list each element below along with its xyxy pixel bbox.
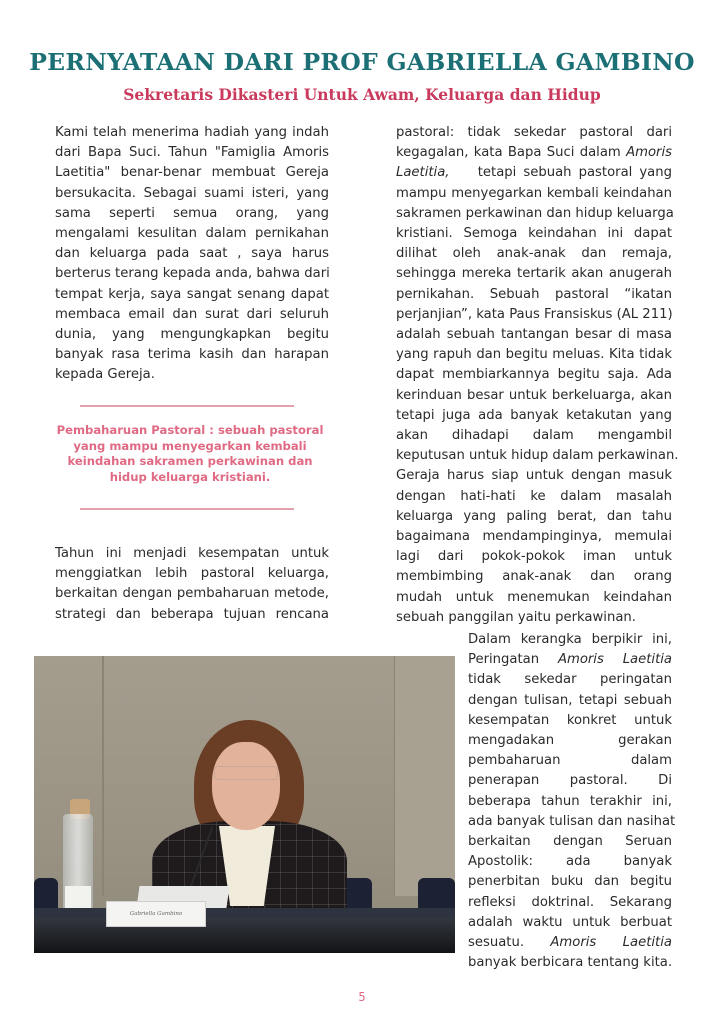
text-line: perjanjian”, kata Paus Fransiskus (AL 211) bbox=[396, 306, 673, 322]
text-line: beberapa tahun terakhir ini, bbox=[468, 793, 672, 809]
text-line: Kami telah menerima hadiah yang indah bbox=[55, 125, 329, 140]
text-line: kesempatan konkret untuk bbox=[468, 712, 672, 728]
text-line: mengadakan gerakan bbox=[468, 733, 672, 749]
text-line: mengalami kesulitan dalam pernikahan bbox=[55, 226, 329, 242]
text-line: akan dihadapi dalam mengambil bbox=[396, 428, 672, 444]
photo-side-column bbox=[468, 630, 676, 973]
text-line: ada banyak tulisan dan nasihat bbox=[468, 813, 676, 829]
text-line: Apostolik: ada banyak bbox=[468, 854, 672, 870]
text-line: berkaitan dengan Seruan bbox=[468, 834, 672, 850]
text-line: sama seperti semua orang, yang bbox=[55, 205, 329, 221]
text-line: dan keluarga pada saat , saya harus bbox=[55, 246, 329, 262]
text-line: dilihat oleh anak-anak dan remaja, bbox=[396, 246, 672, 262]
text-line: tetapi juga ada banyak ketakutan yang bbox=[396, 407, 672, 423]
nameplate: Gabriella Gambino bbox=[106, 901, 206, 927]
text-line bbox=[468, 650, 672, 670]
text-line: strategi dan beberapa tujuan rencana bbox=[55, 606, 329, 622]
text-line: penerbitan buku dan begitu bbox=[468, 874, 672, 890]
text-line: Geraja harus siap untuk dengan masuk bbox=[396, 468, 672, 484]
text-line: penerapan pastoral. Di bbox=[468, 773, 672, 789]
text-line: dunia, yang mengungkapkan begitu bbox=[55, 327, 329, 343]
photo-gabriella-gambino bbox=[34, 656, 455, 953]
text-line: pembaharuan dalam bbox=[468, 753, 672, 769]
text-line: pastoral: tidak sekedar pastoral dari bbox=[396, 125, 672, 140]
text-segment: kegagalan, kata Bapa Suci dalam bbox=[396, 145, 627, 161]
italic-title: Amoris Laetitia bbox=[550, 935, 672, 951]
text-line: pernikahan. Sebuah pastoral “ikatan bbox=[396, 286, 672, 302]
italic-title: Amoris bbox=[626, 145, 672, 161]
text-line: sehingga mereka tertarik akan anugerah bbox=[396, 266, 672, 282]
text-line: tidak sekedar peringatan bbox=[468, 672, 672, 688]
text-line: Laetitia" benar-benar membuat Gereja bbox=[55, 165, 329, 181]
text-line: membaca email dan surat dari seluruh bbox=[55, 306, 329, 322]
text-line: Dalam kerangka berpikir ini, bbox=[468, 632, 672, 647]
wall-panel-seam bbox=[102, 656, 104, 896]
person-face bbox=[212, 742, 280, 830]
text-line: dengan hati-hati ke dalam masalah bbox=[396, 488, 672, 504]
text-line: menggiatkan lebih pastoral keluarga, bbox=[55, 566, 329, 582]
text-segment: Peringatan bbox=[468, 652, 558, 668]
text-line bbox=[396, 143, 672, 163]
text-line: kepada Gereja. bbox=[55, 367, 155, 383]
text-line: dapat membiarkannya begitu saja. Ada bbox=[396, 367, 672, 383]
pull-quote-bottom-rule bbox=[80, 508, 294, 510]
page-title: PERNYATAAN DARI PROF GABRIELLA GAMBINO bbox=[29, 48, 695, 76]
italic-title: Laetitia, bbox=[396, 165, 450, 181]
text-line: adalah sebuah tantangan besar di masa bbox=[396, 327, 672, 343]
text-line: adalah waktu untuk berbuat bbox=[468, 914, 672, 930]
page-subtitle: Sekretaris Dikasteri Untuk Awam, Keluarga dan Hidup bbox=[123, 85, 601, 104]
text-line: dengan tulisan, tetapi sebuah bbox=[468, 692, 672, 708]
left-column-paragraph-1 bbox=[55, 123, 329, 386]
pull-quote: Pembaharuan Pastoral : sebuah pastoral yang mampu menyegarkan kembali keindahan sakramen perkawinan dan hidup keluarga kristiani. bbox=[56, 423, 324, 484]
text-line: sakramen perkawinan dan hidup keluarga bbox=[396, 205, 674, 221]
pull-quote-top-rule bbox=[80, 405, 294, 407]
text-line: refleksi doktrinal. Sekarang bbox=[468, 894, 672, 910]
italic-title: Amoris Laetitia bbox=[557, 652, 672, 668]
text-line: tempat kerja, saya sangat senang dapat bbox=[55, 286, 329, 302]
text-segment: tetapi sebuah pastoral yang bbox=[449, 165, 672, 181]
text-line: kristiani. Semoga keindahan ini dapat bbox=[396, 226, 672, 242]
text-line: membimbing anak-anak dan orang bbox=[396, 569, 672, 585]
text-line bbox=[396, 163, 672, 183]
text-line: keluarga yang paling berat, dan tahu bbox=[396, 508, 672, 524]
text-line: bagaimana mendampinginya, memulai bbox=[396, 529, 672, 545]
text-line: banyak rasa terima kasih dan harapan bbox=[55, 347, 329, 363]
glasses bbox=[214, 766, 278, 780]
table-top bbox=[34, 908, 455, 918]
text-line: dari Bapa Suci. Tahun "Famiglia Amoris bbox=[55, 145, 329, 161]
text-line: berterus terang kepada anda, bahwa dari bbox=[55, 266, 330, 282]
text-segment: sesuatu. bbox=[468, 935, 551, 951]
table-front bbox=[34, 918, 455, 953]
text-line: keputusan untuk hidup dalam perkawinan. bbox=[396, 448, 679, 464]
right-column bbox=[396, 123, 679, 628]
text-line: mampu menyegarkan kembali keindahan bbox=[396, 185, 672, 201]
text-line: Tahun ini menjadi kesempatan untuk bbox=[55, 546, 329, 561]
text-line: berkaitan dengan pembaharuan metode, bbox=[55, 586, 329, 602]
wall-panel bbox=[395, 656, 455, 896]
left-column-paragraph-2 bbox=[55, 544, 329, 625]
text-line: bersukacita. Sebagai suami isteri, yang bbox=[55, 185, 329, 201]
text-line: banyak berbicara tentang kita. bbox=[468, 955, 673, 971]
text-line: sebuah panggilan yaitu perkawinan. bbox=[396, 609, 636, 625]
text-line: lagi dari pokok-pokok iman untuk bbox=[396, 549, 672, 565]
text-line bbox=[468, 933, 672, 953]
text-line: kerinduan besar untuk berkeluarga, akan bbox=[396, 387, 672, 403]
text-line: mudah untuk menemukan keindahan bbox=[396, 589, 672, 605]
text-line: yang rapuh dan begitu meluas. Kita tidak bbox=[396, 347, 672, 363]
page-number: 5 bbox=[358, 990, 366, 1004]
